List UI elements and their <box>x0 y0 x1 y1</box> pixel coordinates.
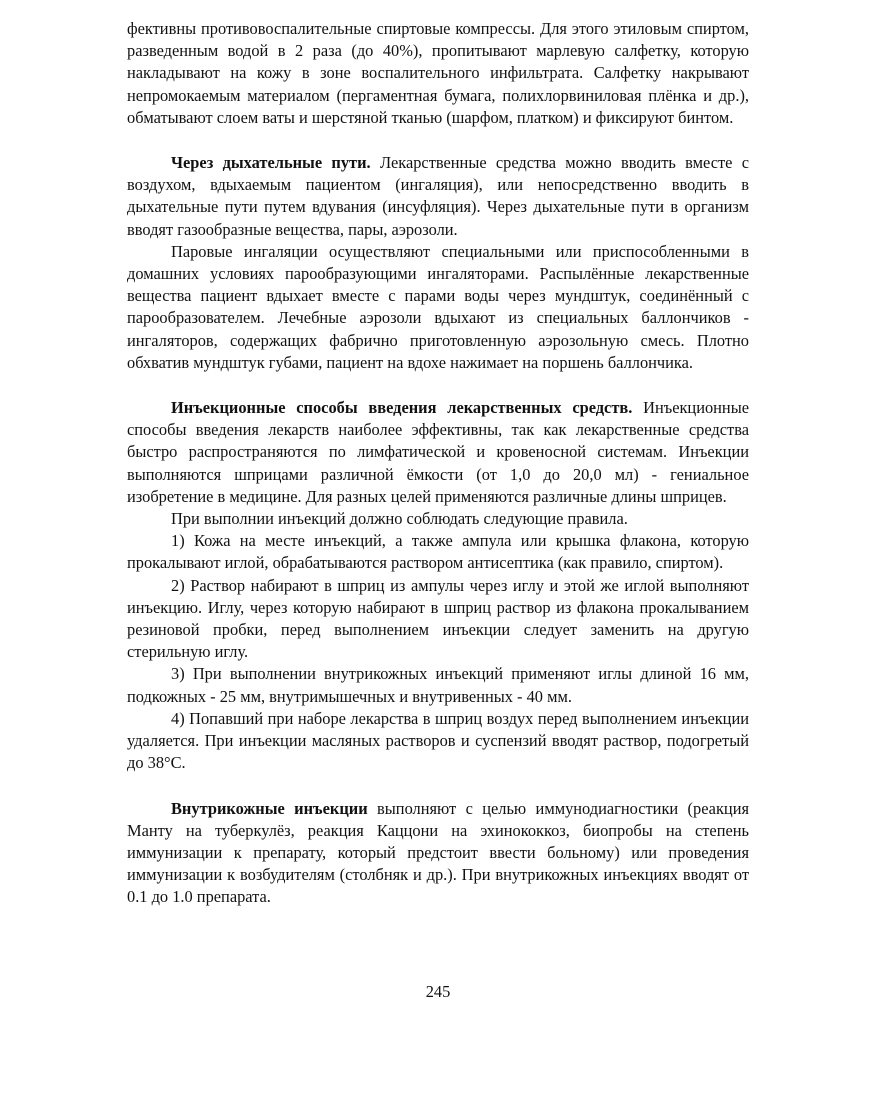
paragraph-respiratory-route <box>127 152 749 241</box>
rule-item-4 <box>127 708 749 775</box>
document-page <box>127 18 749 909</box>
paragraph-text: выполняют с целью иммунодиагностики (реакция Манту на туберкулёз, реакция Каццони на эхинококкоз, биопробы на степень иммунизации к препарату, который предстоит ввести больному) или проведения иммунизации к возбудителям (столбняк и др.). При внутрикожных инъекциях вводят от 0.1 до 1.0 препарата. <box>127 798 750 907</box>
paragraph-intradermal-injections <box>127 798 749 909</box>
paragraph-injection-methods <box>127 397 749 508</box>
rule-item-3 <box>127 663 749 707</box>
paragraph-text: 3) При выполнении внутрикожных инъекций применяют иглы длиной 16 мм, подкожных - 25 мм, внутримышечных и внутривенных - 40 мм. <box>127 664 749 706</box>
rule-item-1 <box>127 530 749 574</box>
section-heading: Через дыхательные пути. <box>171 153 371 173</box>
paragraph-text: При выполнии инъекций должно соблюдать следующие правила. <box>171 509 628 529</box>
paragraph-text: фективны противовоспалительные спиртовые компрессы. Для этого этиловым спиртом, разведенным водой в 2 раза (до 40%), пропитывают марлевую салфетку, которую накладывают на кожу в зоне воспалительного инфильтрата. Салфетку накрывают непромокаемым материалом (пергаментная бумага, полихлорвиниловая плёнка и др.), обматывают слоем ваты и шерстяной тканью (шарфом, платком) и фиксируют бинтом. <box>127 19 749 127</box>
paragraph-compresses <box>127 18 749 129</box>
paragraph-text: Инъекционные способы введения лекарств наиболее эффективны, так как лекарственные средства быстро распространяются по лимфатической и кровеносной системам. Инъекции выполняются шприцами различной ёмкости (от 1,0 до 20,0 мл) - гениальное изобретение в медицине. Для разных целей применяются различные длины шприцев. <box>127 398 749 506</box>
paragraph-steam-inhalation <box>127 241 749 374</box>
paragraph-text: Лекарственные средства можно вводить вместе с воздухом, вдыхаемым пациентом (ингаляция), или непосредственно вводить в дыхательные пути путем вдувания (инсуфляция). Через дыхательные пути в организм вводят газообразные вещества, пары, аэрозоли. <box>127 153 749 239</box>
paragraph-text: 4) Попавший при наборе лекарства в шприц воздух перед выполнением инъекции удаляется. При инъекции масляных растворов и суспензий вводят раствор, подогретый до 38°С. <box>127 708 749 773</box>
section-heading: Внутрикожные инъекции <box>171 798 368 818</box>
paragraph-text: 1) Кожа на месте инъекций, а также ампула или крышка флакона, которую прокалывают иглой, обрабатываются раствором антисептика (как правило, спиртом). <box>127 531 749 573</box>
paragraph-text: 2) Раствор набирают в шприц из ампулы через иглу и этой же иглой выполняют инъекцию. Иглу, через которую набирают в шприц раствор из флакона прокалыванием резиновой пробки, перед выполнением инъекции следует заменить на другую стерильную иглу. <box>127 575 749 662</box>
section-heading: Инъекционные способы введения лекарственных средств. <box>171 398 633 418</box>
paragraph-rules-intro <box>127 508 749 530</box>
rule-item-2 <box>127 575 749 664</box>
page-number: 245 <box>425 982 451 1001</box>
paragraph-text: Паровые ингаляции осуществляют специальными или приспособленными в домашних условиях парообразующими ингаляторами. Распылённые лекарственные вещества пациент вдыхает вместе с парами воды через мундштук, соединённый с парообразователем. Лечебные аэрозоли вдыхают из специальных баллончиков - ингаляторов, содержащих фабрично приготовленную аэрозольную смесь. Плотно обхватив мундштук губами, пациент на вдохе нажимает на поршень баллончика. <box>127 241 749 372</box>
